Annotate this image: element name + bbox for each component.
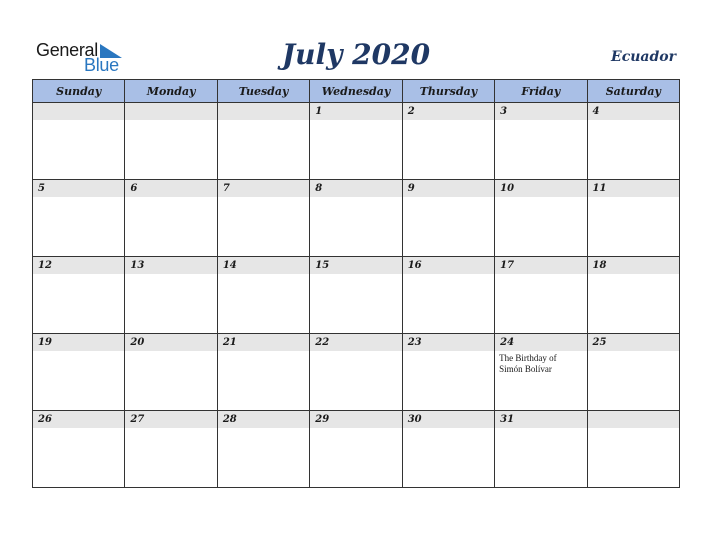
day-number: [125, 103, 216, 120]
day-number: 30: [403, 411, 494, 428]
weekday-header: Friday: [495, 80, 587, 103]
day-cell: [587, 103, 679, 180]
weekday-header: Tuesday: [217, 80, 309, 103]
day-cell: [310, 334, 402, 411]
day-number: 14: [218, 257, 309, 274]
day-cell: [217, 411, 309, 488]
day-number: 11: [588, 180, 679, 197]
day-cell: [587, 180, 679, 257]
logo-word-general: General: [36, 40, 98, 60]
day-number: 9: [403, 180, 494, 197]
day-number: 19: [33, 334, 124, 351]
day-number: 21: [218, 334, 309, 351]
day-number: 15: [310, 257, 401, 274]
day-number: 7: [218, 180, 309, 197]
day-number: 6: [125, 180, 216, 197]
day-cell: [125, 257, 217, 334]
day-cell: [495, 103, 587, 180]
day-cell: [495, 180, 587, 257]
day-cell: [310, 411, 402, 488]
calendar-grid: [32, 79, 680, 488]
day-cell: [402, 180, 494, 257]
day-cell: [33, 411, 125, 488]
day-cell: [125, 334, 217, 411]
weekday-header: Thursday: [402, 80, 494, 103]
day-cell: [125, 180, 217, 257]
day-number: 1: [310, 103, 401, 120]
day-cell: [587, 334, 679, 411]
day-number: 18: [588, 257, 679, 274]
holiday-event: The Birthday of Simón Bolívar: [499, 353, 557, 374]
week-row: [33, 334, 680, 411]
day-number: 5: [33, 180, 124, 197]
day-number: 28: [218, 411, 309, 428]
day-number: 29: [310, 411, 401, 428]
day-number: 24: [495, 334, 586, 351]
week-row: [33, 103, 680, 180]
day-cell: [495, 334, 587, 411]
day-cell: [402, 411, 494, 488]
day-cell: [217, 334, 309, 411]
weekday-header: Sunday: [33, 80, 125, 103]
day-number: 10: [495, 180, 586, 197]
day-cell: [495, 257, 587, 334]
day-cell: [217, 180, 309, 257]
day-cell: [402, 103, 494, 180]
day-number: 4: [588, 103, 679, 120]
day-cell: [33, 257, 125, 334]
day-cell: [33, 103, 125, 180]
calendar-title: July 2020: [281, 38, 431, 71]
day-cell: [587, 411, 679, 488]
day-number: 17: [495, 257, 586, 274]
weekday-header: Monday: [125, 80, 217, 103]
day-number: 12: [33, 257, 124, 274]
week-row: [33, 180, 680, 257]
day-cell: [402, 257, 494, 334]
day-number: 31: [495, 411, 586, 428]
day-cell: [402, 334, 494, 411]
day-number: 23: [403, 334, 494, 351]
day-cell: [125, 411, 217, 488]
day-number: 13: [125, 257, 216, 274]
country-label: Ecuador: [611, 49, 676, 65]
week-row: [33, 257, 680, 334]
day-number: 20: [125, 334, 216, 351]
logo-word-blue: Blue: [84, 55, 119, 75]
day-cell: [217, 257, 309, 334]
day-cell: [495, 411, 587, 488]
weekday-header: Wednesday: [310, 80, 402, 103]
day-number: 22: [310, 334, 401, 351]
weekday-header: Saturday: [587, 80, 679, 103]
day-cell: [33, 180, 125, 257]
day-number: 27: [125, 411, 216, 428]
day-cell: [125, 103, 217, 180]
day-number: 3: [495, 103, 586, 120]
weekday-header-row: [33, 80, 680, 103]
day-number: [33, 103, 124, 120]
day-number: 16: [403, 257, 494, 274]
day-number: 8: [310, 180, 401, 197]
day-number: [218, 103, 309, 120]
day-cell: [310, 180, 402, 257]
day-cell: [310, 257, 402, 334]
day-cell: [310, 103, 402, 180]
day-cell: [587, 257, 679, 334]
day-cell: [217, 103, 309, 180]
week-row: [33, 411, 680, 488]
day-number: 25: [588, 334, 679, 351]
day-number: [588, 411, 679, 428]
day-cell: [33, 334, 125, 411]
day-number: 26: [33, 411, 124, 428]
day-number: 2: [403, 103, 494, 120]
